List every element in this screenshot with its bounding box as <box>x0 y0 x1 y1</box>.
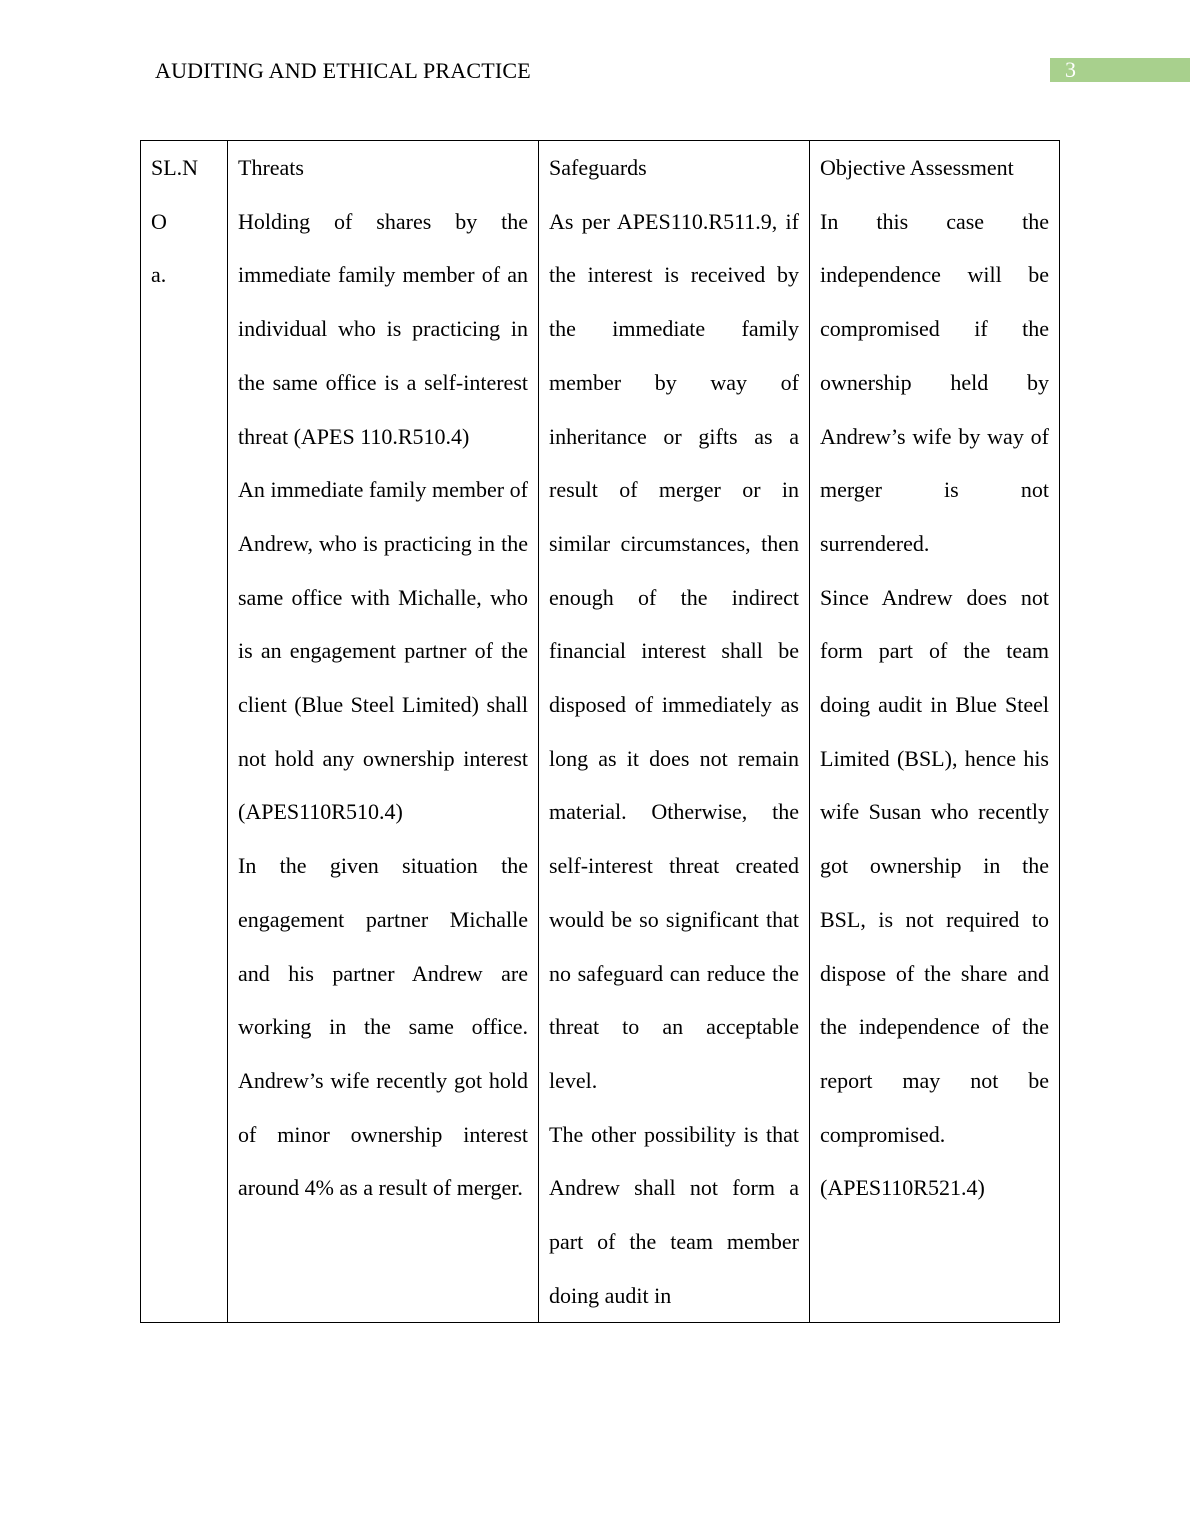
slno-header-line1: SL.N <box>151 155 199 180</box>
objective-cell <box>810 141 1060 1323</box>
threats-safeguards-table <box>140 140 1060 1323</box>
safeguards-paragraph-1: As per APES110.R511.9, if the interest is received by the immediate family member by way of inheritance or gifts as a result of merger or in similar circumstances, then enough of the indirect financial interest shall be disposed of immediately as long as it does not remain material. Otherwise, the self-interest threat created would be so significant that no safeguard can reduce the threat to an acceptable level. <box>549 208 799 1093</box>
threats-paragraph-3: In the given situation the engagement partner Michalle and his partner Andrew are working in the same office. Andrew’s wife recently got hold of minor ownership interest around 4% as a result of merger. <box>238 853 528 1201</box>
threats-cell <box>228 141 539 1323</box>
page-number: 3 <box>1065 57 1076 82</box>
threats-paragraph-1: Holding of shares by the immediate family member of an individual who is practicing in the same office is a self-interest threat (APES 110.R510.4) <box>238 208 528 449</box>
running-header-title: AUDITING AND ETHICAL PRACTICE <box>155 58 531 83</box>
threats-header: Threats <box>238 155 304 180</box>
objective-paragraph-3: (APES110R521.4) <box>820 1175 985 1201</box>
page-number-badge <box>1050 58 1190 82</box>
table-row <box>141 141 1060 1323</box>
safeguards-paragraph-2: The other possibility is that Andrew shall not form a part of the team member doing audit in <box>549 1121 799 1308</box>
threats-paragraph-2: An immediate family member of Andrew, who is practicing in the same office with Michalle, who is an engagement partner of the client (Blue Steel Limited) shall not hold any ownership interest (APES110R510.4) <box>238 477 528 825</box>
slno-value: a. <box>151 262 167 288</box>
safeguards-cell <box>539 141 810 1323</box>
slno-cell <box>141 141 228 1323</box>
safeguards-header: Safeguards <box>549 155 647 180</box>
objective-paragraph-2: Since Andrew does not form part of the team doing audit in Blue Steel Limited (BSL), hence his wife Susan who recently got ownership in the BSL, is not required to dispose of the share and the independence of the report may not be compromised. <box>820 584 1049 1147</box>
objective-paragraph-1: In this case the independence will be compromised if the ownership held by Andrew’s wife by way of merger is not surrendered. <box>820 208 1049 556</box>
slno-header-line2: O <box>151 208 167 234</box>
objective-header: Objective Assessment <box>820 155 1014 180</box>
